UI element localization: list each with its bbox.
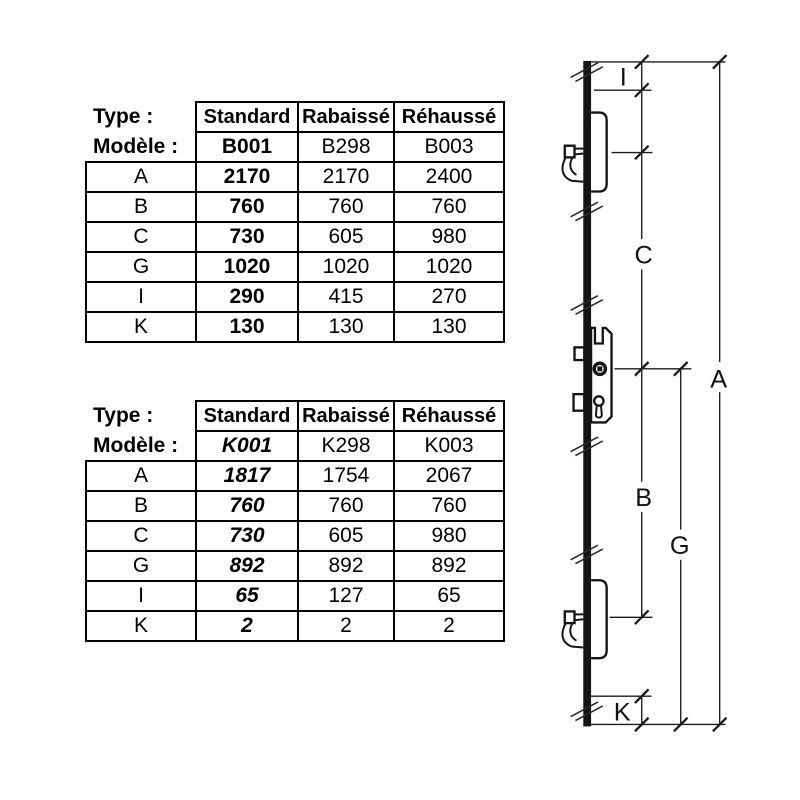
euro-cylinder-hole bbox=[594, 396, 603, 405]
top-hook-head bbox=[565, 146, 575, 158]
lock-rail-technical-drawing bbox=[540, 20, 800, 780]
bottom-hook-claw bbox=[562, 623, 583, 647]
dim-letter: A bbox=[86, 461, 196, 491]
model-rabaisse: B298 bbox=[298, 132, 394, 162]
cell-value: 760 bbox=[394, 491, 504, 521]
cell-value: 730 bbox=[196, 222, 298, 252]
model-standard: K001 bbox=[196, 431, 298, 461]
cell-value: 65 bbox=[394, 581, 504, 611]
cell-value: 2170 bbox=[298, 162, 394, 192]
table-row bbox=[86, 431, 504, 461]
table-row bbox=[86, 551, 504, 581]
cell-value: 760 bbox=[298, 192, 394, 222]
cell-value: 1020 bbox=[196, 252, 298, 282]
model-rehausse: B003 bbox=[394, 132, 504, 162]
dim-letter: A bbox=[86, 162, 196, 192]
cell-value: 130 bbox=[394, 312, 504, 342]
dimension-labels bbox=[614, 63, 734, 726]
type-label: Type : bbox=[93, 105, 154, 128]
cell-value: 760 bbox=[196, 491, 298, 521]
cell-value: 415 bbox=[298, 282, 394, 312]
spec-table-k bbox=[85, 400, 505, 642]
model-label: Modèle : bbox=[93, 134, 179, 158]
cell-value: 2170 bbox=[196, 162, 298, 192]
table-row bbox=[86, 102, 504, 132]
table-row bbox=[86, 132, 504, 162]
cell-value: 65 bbox=[196, 581, 298, 611]
cell-value: 892 bbox=[298, 551, 394, 581]
cell-value: 730 bbox=[196, 521, 298, 551]
table-row bbox=[86, 521, 504, 551]
dim-label-A: A bbox=[710, 365, 728, 394]
cell-value: 2 bbox=[196, 611, 298, 641]
type-label: Type : bbox=[93, 404, 154, 427]
cell-value: 130 bbox=[298, 312, 394, 342]
table-row bbox=[86, 461, 504, 491]
cell-value: 290 bbox=[196, 282, 298, 312]
dim-letter: K bbox=[86, 312, 196, 342]
cell-value: 127 bbox=[298, 581, 394, 611]
column-header-rabaisse: Rabaissé bbox=[298, 102, 394, 132]
column-header-standard: Standard bbox=[196, 102, 298, 132]
model-rehausse: K003 bbox=[394, 431, 504, 461]
gearbox-lock-case bbox=[574, 328, 612, 423]
cell-value: 605 bbox=[298, 521, 394, 551]
cell-value: 760 bbox=[196, 192, 298, 222]
cell-value: 760 bbox=[394, 192, 504, 222]
cell-value: 2 bbox=[394, 611, 504, 641]
table-row bbox=[86, 401, 504, 431]
cell-value: 1020 bbox=[298, 252, 394, 282]
cell-value: 1817 bbox=[196, 461, 298, 491]
column-header-rabaisse: Rabaissé bbox=[298, 401, 394, 431]
cell-value: 892 bbox=[394, 551, 504, 581]
cell-value: 980 bbox=[394, 222, 504, 252]
cell-value: 270 bbox=[394, 282, 504, 312]
cell-value: 130 bbox=[196, 312, 298, 342]
dim-letter: I bbox=[86, 282, 196, 312]
bottom-hook-head bbox=[565, 611, 575, 623]
column-header-standard: Standard bbox=[196, 401, 298, 431]
top-hook-claw bbox=[562, 157, 583, 181]
cell-value: 2 bbox=[298, 611, 394, 641]
dim-label-C: C bbox=[634, 241, 653, 270]
model-rabaisse: K298 bbox=[298, 431, 394, 461]
table-row bbox=[86, 312, 504, 342]
table-row bbox=[86, 611, 504, 641]
table-row bbox=[86, 282, 504, 312]
dim-label-B: B bbox=[635, 484, 653, 513]
spec-table-b bbox=[85, 101, 505, 343]
cell-value: 605 bbox=[298, 222, 394, 252]
cell-value: 760 bbox=[298, 491, 394, 521]
cell-value: 1020 bbox=[394, 252, 504, 282]
dim-letter: B bbox=[86, 192, 196, 222]
dim-letter: C bbox=[86, 222, 196, 252]
dim-letter: B bbox=[86, 491, 196, 521]
cell-value: 980 bbox=[394, 521, 504, 551]
dim-letter: G bbox=[86, 252, 196, 282]
column-header-rehausse: Réhaussé bbox=[394, 102, 504, 132]
model-standard: B001 bbox=[196, 132, 298, 162]
deadbolt-follower bbox=[574, 394, 585, 411]
table-row bbox=[86, 222, 504, 252]
dim-letter: C bbox=[86, 521, 196, 551]
latch-follower bbox=[575, 347, 585, 360]
table-row bbox=[86, 252, 504, 282]
column-header-rehausse: Réhaussé bbox=[394, 401, 504, 431]
cell-value: 2400 bbox=[394, 162, 504, 192]
table-row bbox=[86, 162, 504, 192]
table-row bbox=[86, 192, 504, 222]
bottom-keeper-plate bbox=[591, 580, 607, 658]
table-row bbox=[86, 491, 504, 521]
dim-letter: K bbox=[86, 611, 196, 641]
dim-label-K: K bbox=[613, 698, 631, 727]
dim-letter: I bbox=[86, 581, 196, 611]
cell-value: 892 bbox=[196, 551, 298, 581]
model-label: Modèle : bbox=[93, 433, 179, 457]
cell-value: 1754 bbox=[298, 461, 394, 491]
dim-label-I: I bbox=[619, 63, 627, 92]
table-row bbox=[86, 581, 504, 611]
top-keeper-plate bbox=[591, 113, 607, 192]
dim-letter: G bbox=[86, 551, 196, 581]
dim-label-G: G bbox=[669, 531, 690, 560]
cell-value: 2067 bbox=[394, 461, 504, 491]
